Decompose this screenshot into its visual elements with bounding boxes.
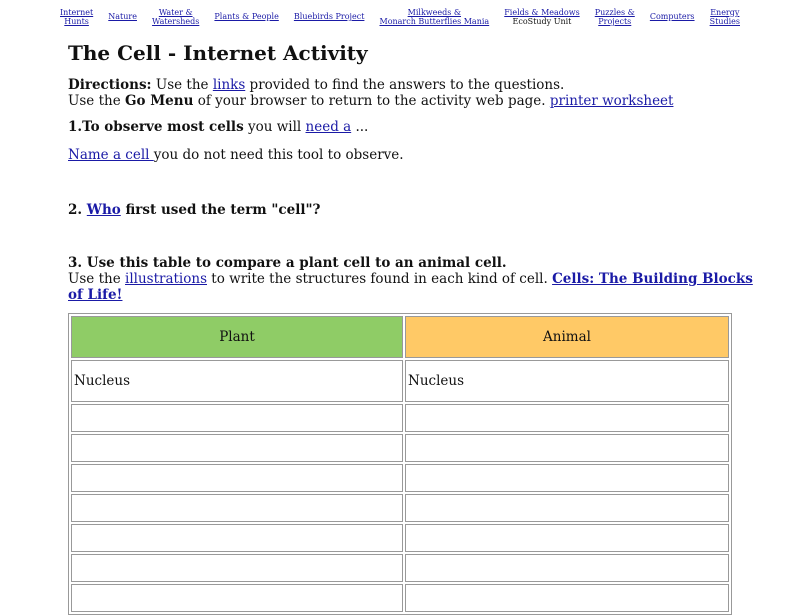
nav-link-label: Studies — [709, 17, 740, 26]
nav-link-label: Water & — [158, 8, 193, 17]
page-title: The Cell - Internet Activity — [68, 41, 368, 65]
question-2-number: 2. — [68, 202, 87, 218]
nav-link-label: Bluebirds Project — [293, 12, 365, 21]
building-blocks-link-cont[interactable]: of Life! — [68, 287, 123, 303]
cell-plant: Nucleus — [71, 360, 403, 402]
need-a-link[interactable]: need a — [305, 119, 352, 135]
table-row — [71, 404, 729, 432]
cell-animal — [405, 584, 729, 612]
nav-link-label: Monarch Butterflies Mania — [379, 17, 490, 26]
nav-link-bluebirds-project[interactable] — [294, 8, 365, 21]
nav-link-label: Puzzles & — [594, 8, 635, 17]
cell-animal — [405, 524, 729, 552]
directions-line-1 — [68, 77, 673, 93]
cell-plant — [71, 584, 403, 612]
cell-animal — [405, 494, 729, 522]
printer-worksheet-link[interactable]: printer worksheet — [549, 93, 674, 109]
nav-link-energy-studies[interactable] — [710, 8, 740, 26]
directions-label: Directions: — [68, 77, 152, 93]
question-3 — [68, 255, 753, 303]
question-3-line-3 — [68, 287, 753, 303]
nav-link-puzzles-projects[interactable] — [595, 8, 635, 26]
comparison-table — [68, 313, 732, 615]
question-1-sub — [68, 147, 404, 163]
table-row — [71, 554, 729, 582]
question-2-text: first used the term "cell"? — [120, 202, 321, 218]
nav-link-nature[interactable] — [108, 8, 137, 21]
question-1-label: 1.To observe most cells — [68, 119, 244, 135]
directions-text: provided to find the answers to the questions. — [245, 77, 565, 93]
go-menu-label: Go Menu — [125, 93, 194, 109]
nav-link-label: Milkweeds & — [407, 8, 462, 17]
question-3-text: Use the — [68, 271, 125, 287]
cell-plant — [71, 464, 403, 492]
directions-text: Use the — [151, 77, 213, 93]
table-row — [71, 524, 729, 552]
table-row — [71, 494, 729, 522]
question-2 — [68, 202, 320, 218]
nav-link-milkweeds-monarch[interactable] — [380, 8, 490, 26]
cell-plant — [71, 404, 403, 432]
directions-text: Use the — [68, 93, 125, 109]
header-animal: Animal — [405, 316, 729, 358]
cell-plant — [71, 554, 403, 582]
question-1-ellipsis: ... — [351, 119, 369, 135]
nav-link-label: Plants & People — [214, 12, 279, 21]
nav-link-label: Nature — [108, 12, 137, 21]
nav-link-internet-hunts[interactable] — [60, 8, 93, 26]
nav-link-label: Energy — [710, 8, 740, 17]
directions-line-2 — [68, 93, 673, 109]
name-a-cell-link[interactable]: Name a cell — [68, 147, 154, 163]
table-row — [71, 434, 729, 462]
cell-animal — [405, 434, 729, 462]
question-1-text: you will — [243, 119, 306, 135]
cell-plant — [71, 494, 403, 522]
table-row — [71, 584, 729, 612]
illustrations-link[interactable]: illustrations — [125, 271, 207, 287]
nav-link-label: Projects — [598, 17, 632, 26]
cell-plant — [71, 524, 403, 552]
question-1 — [68, 119, 368, 135]
nav-link-label: Internet — [60, 8, 94, 17]
nav-link-label: Computers — [649, 12, 695, 21]
question-3-text: to write the structures found in each kind of cell. — [207, 271, 553, 287]
nav-link-label: Watersheds — [152, 17, 200, 26]
question-3-line-2 — [68, 271, 753, 287]
nav-sublabel-ecostudy: EcoStudy Unit — [512, 17, 572, 26]
header-plant: Plant — [71, 316, 403, 358]
question-3-heading: 3. Use this table to compare a plant cell to an animal cell. — [68, 255, 507, 271]
directions — [68, 77, 673, 109]
nav-link-water-watersheds[interactable] — [152, 8, 199, 26]
nav-link-computers[interactable] — [650, 8, 695, 21]
table-row — [71, 464, 729, 492]
cell-animal: Nucleus — [405, 360, 729, 402]
table-header-row — [71, 316, 729, 358]
nav-link-label: Hunts — [64, 17, 89, 26]
nav-link-fields-meadows[interactable]: Fields & Meadows — [504, 8, 580, 17]
links-link[interactable]: links — [212, 77, 246, 93]
cell-plant — [71, 434, 403, 462]
cell-animal — [405, 464, 729, 492]
blank-rows — [71, 404, 729, 612]
cell-animal — [405, 554, 729, 582]
cell-animal — [405, 404, 729, 432]
nav-link-plants-people[interactable] — [214, 8, 278, 21]
who-link[interactable]: Who — [86, 202, 121, 218]
top-nav — [60, 8, 740, 26]
directions-text: of your browser to return to the activity web page. — [193, 93, 550, 109]
nav-item-fields-meadows — [504, 8, 579, 26]
table-row — [71, 360, 729, 402]
building-blocks-link[interactable]: Cells: The Building Blocks — [552, 271, 753, 287]
question-1-sub-text: you do not need this tool to observe. — [153, 147, 404, 163]
